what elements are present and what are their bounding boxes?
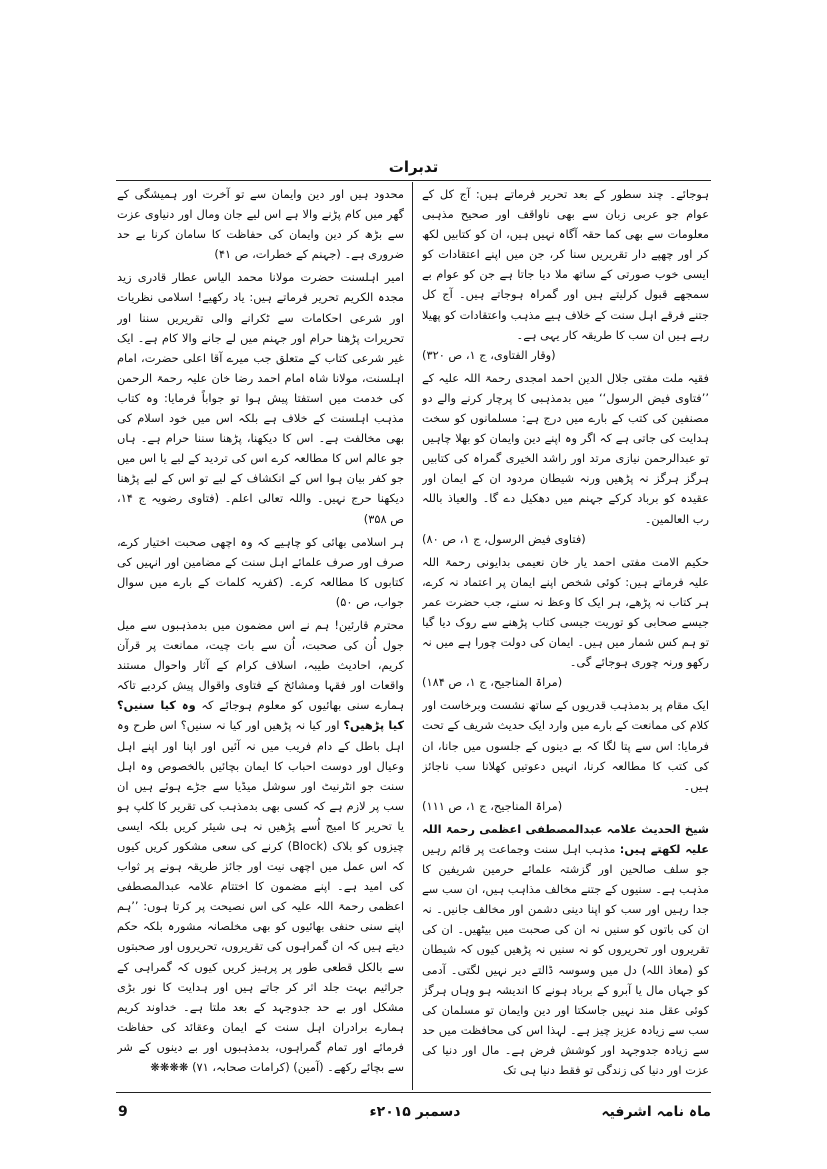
- citation: (کفریہ کلمات کے بارے میں سوال جواب، ص ۵۰): [117, 574, 404, 609]
- header-rule: [116, 180, 711, 181]
- paragraph: ایک مقام پر بدمذہب قدریوں کے ساتھ نشست وبرخاست اور کلام کی ممانعت کے بارے میں وارد ایک حدیث شریف کے تحت فرمایا: اس سے پتا لگا کہ بے دینوں کے جلسوں میں جانا، ان کی کتب کا مطالعہ کرنا، انہیں دعوتیں کھلانا سب ناجائز ہیں۔ (مراۃ المناجیح، ج ۱، ص ۱۱۱): [422, 695, 709, 816]
- paragraph: شیخ الحدیث علامہ عبدالمصطفی اعظمی رحمۃ اللہ علیہ لکھتے ہیں: مذہب اہل سنت وجماعت پر قائم رہیں جو سلف صالحین اور گزشتہ علمائے حرمین شریفین کا مذہب ہے۔ سنیوں کے جتنے مخالف مذاہب ہیں، ان سب سے جدا رہیں اور سب کو اپنا دینی دشمن اور مخالف جانیں۔ نہ ان کی باتوں کو سنیں نہ ان کی صحبت میں بیٹھیں۔ ان کی تقریروں اور تحریروں کو نہ سنیں نہ پڑھیں کیوں کہ شیطان کو (معاذ اللہ) دل میں وسوسہ ڈالتے دیر نہیں لگتی۔ آدمی کو جہاں مال یا آبرو کے برباد ہونے کا اندیشہ ہو وہاں ہرگز کوئی عقل مند نہیں جاسکتا اور دین وایمان تو مسلمان کی سب سے زیادہ عزیز چیز ہے۔ لہذا اس کی محافظت میں حد سے زیادہ جدوجہد اور کوشش فرض ہے۔ مال اور دنیا کی عزت اور دنیا کی زندگی تو فقط دنیا ہی تک: [422, 821, 709, 1078]
- emphasis-text: وہ کیا سنیں؟ کیا پڑھیں؟: [117, 698, 404, 733]
- footer-rule: [116, 1092, 711, 1093]
- citation: (فتاوی رضویہ ج ۱۴، ص ۳۵۸): [117, 491, 404, 526]
- citation: (کرامات صحابہ، ۷۱) ❋❋❋❋: [150, 1060, 290, 1075]
- column-divider: [412, 182, 413, 1090]
- paragraph: ہر اسلامی بھائی کو چاہیے کہ وہ اچھی صحبت اختیار کرے، صرف اور صرف علمائے اہل سنت کے مضامین اور انہیں کی کتابوں کا مطالعہ کرے۔ (کفریہ کلمات کے بارے میں سوال جواب، ص ۵۰): [117, 534, 404, 609]
- citation: (مراۃ المناجیح، ج ۱، ص ۱۸۴): [422, 675, 563, 690]
- magazine-name: ماہ نامہ اشرفیہ: [601, 1104, 711, 1120]
- page-header-title: تدبرات: [388, 158, 439, 176]
- issue-date: دسمبر ۲۰۱۵ء: [369, 1104, 461, 1120]
- citation: (مراۃ المناجیح، ج ۱، ص ۱۱۱): [422, 798, 563, 813]
- left-column: [117, 184, 404, 1088]
- paragraph: محترم قارئین! ہم نے اس مضمون میں بدمذہبوں سے میل جول اُن کی صحبت، اُن سے بات چیت، ممانعت پر قرآن کریم، احادیث طیبہ، اسلاف کرام کے آثار واحوال مستند واقعات اور فقہا ومشائخ کے فتاوی واقوال پیش کردیے تاکہ ہمارے سنی بھائیوں کو معلوم ہوجائے کہ وہ کیا سنیں؟ کیا پڑھیں؟ اور کیا نہ پڑھیں اور کیا نہ سنیں؟ اس طرح وہ اہل باطل کے دام فریب میں نہ آئیں اور اپنا اور اپنے اہل وعیال اور دوست احباب کا ایمان بچائیں بالخصوص وہ اہل سنت جو انٹرنیٹ اور سوشل میڈیا سے جڑے ہوئے ہیں ان سب پر لازم ہے کہ کسی بھی بدمذہب کی تقریر کا کلپ ہو یا تحریر کا امیج اُسے پڑھیں نہ ہی شیئر کریں بلکہ ایسی چیزوں کو بلاک (Block) کرنے کی سعی مشکور کریں کیوں کہ اس عمل میں اچھی نیت اور جائز طریقہ ہونے پر ثواب کی امید ہے۔ اپنے مضمون کا اختتام علامہ عبدالمصطفی اعظمی رحمۃ اللہ علیہ کی اس نصیحت پر کرتا ہوں: ’’ہم اپنے سنی حنفی بھائیوں کو بھی مخلصانہ مشورہ بلکہ حکم دیتے ہیں کہ ان گمراہوں کی تقریروں، تحریروں اور صحبتوں سے بالکل قطعی طور پر پرہیز کریں کیوں کہ گمراہی کے جراثیم بہت جلد اثر کر جاتے ہیں اور ہدایت کا نور بڑی مشکل اور بے حد جدوجہد کے بعد ملتا ہے۔ خداوند کریم ہمارے برادران اہل سنت کے ایمان وعقائد کی حفاظت فرمائے اور تمام گمراہوں، بدمذہبوں اور بے دینوں کے شر سے بچائے رکھے۔ (آمین) (کرامات صحابہ، ۷۱) ❋❋❋❋: [117, 617, 404, 1075]
- paragraph: حکیم الامت مفتی احمد یار خان نعیمی بدایونی رحمۃ اللہ علیہ فرماتے ہیں: کوئی شخص اپنے ایمان پر اعتماد نہ کرے، ہر کتاب نہ پڑھے، ہر ایک کا وعظ نہ سنے، جب حضرت عمر جیسے صحابی کو توریت جیسی کتاب پڑھنے سے روک دیا گیا تو ہم کس شمار میں ہیں۔ ایمان کی دولت چورا ہے میں نہ رکھو ورنہ چوری ہوجائے گی۔ (مراۃ المناجیح، ج ۱، ص ۱۸۴): [422, 552, 709, 693]
- citation: (وقار الفتاوی، ج ۱، ص ۳۲۰): [422, 347, 556, 362]
- section-heading: شیخ الحدیث علامہ عبدالمصطفی اعظمی رحمۃ اللہ علیہ لکھتے ہیں:: [422, 821, 709, 856]
- paragraph: محدود ہیں اور دین وایمان سے تو آخرت اور ہمیشگی کے گھر میں کام پڑنے والا ہے اس لیے جان ومال اور دنیاوی عزت سے بڑھ کر دین وایمان کی حفاظت کا سامان کرنا بے حد ضروری ہے۔ (جہنم کے خطرات، ص ۴۱): [117, 187, 404, 262]
- citation: (فتاوی فیض الرسول، ج ۱، ص ۸۰): [422, 531, 586, 546]
- page-number: 9: [118, 1104, 128, 1120]
- paragraph: امیر اہلسنت حضرت مولانا محمد الیاس عطار قادری زید مجدہ الکریم تحریر فرماتے ہیں: یاد رکھیے! اسلامی نظریات اور شرعی احکامات سے ٹکرانے والی تقریریں سننا اور تحریرات پڑھنا حرام اور جہنم میں لے جانے والا کام ہے۔ ایک غیر شرعی کتاب کے متعلق جب میرے آقا اعلی حضرت، امام اہلسنت، مولانا شاہ امام احمد رضا خان علیہ رحمۃ الرحمن کی خدمت میں استفتا پیش ہوا تو جواباً فرمایا: وہ کتاب مذہب اہلسنت کے خلاف ہے بلکہ اس میں خود اسلام کی بھی مخالفت ہے۔ اس کا دیکھنا، پڑھنا سننا حرام ہے۔ ہاں جو عالم اس کا مطالعہ کرے اس کی تردید کے لیے یا اس میں جو کفر بیان ہوا اس کے انکشاف کے لیے تو اس کے لیے پڑھنا دیکھنا حرج نہیں۔ واللہ تعالی اعلم۔ (فتاوی رضویہ ج ۱۴، ص ۳۵۸): [117, 270, 404, 526]
- paragraph: فقیہ ملت مفتی جلال الدین احمد امجدی رحمۃ اللہ علیہ کے ’’فتاوی فیض الرسول‘‘ میں بدمذہبی کا پرچار کرنے والے دو مصنفین کی کتب کے بارے میں درج ہے: مسلمانوں کو سخت ہدایت کی جاتی ہے کہ اگر وہ اپنے دین وایمان کو بھلا چاہیں تو عبدالرحمن نیازی مرتد اور راشد الخیری گمراہ کی کتابیں ہرگز ہرگز نہ پڑھیں ورنہ شیطان مردود ان کے ایمان اور عقیدہ کو برباد کرکے جہنم میں دھکیل دے گا۔ والعیاذ باللہ رب العالمین۔ (فتاوی فیض الرسول، ج ۱، ص ۸۰): [422, 368, 709, 549]
- paragraph: ہوجائے۔ چند سطور کے بعد تحریر فرماتے ہیں: آج کل کے عوام جو عربی زبان سے بھی ناواقف اور صحیح مذہبی معلومات سے بھی کما حقہ آگاہ نہیں ہیں، ان کو کتابیں لکھ کر اور چھپے دار تقریریں سنا کر، جن میں اپنے اعتقادات کو ایسی خوب صورتی کے ساتھ ملا دیا جاتا ہے جن کو عوام بے سمجھے قبول کرلیتے ہیں اور گمراہ ہوجاتے ہیں۔ آج کل جتنے فرقے اہل سنت کے خلاف ہیے مذہب واعتقادات کو پھیلا رہے ہیں ان سب کا طریقہ کار یہی ہے۔ (وقار الفتاوی، ج ۱، ص ۳۲۰): [422, 184, 709, 365]
- right-column: [422, 184, 709, 1088]
- citation: (جہنم کے خطرات، ص ۴۱): [214, 247, 341, 262]
